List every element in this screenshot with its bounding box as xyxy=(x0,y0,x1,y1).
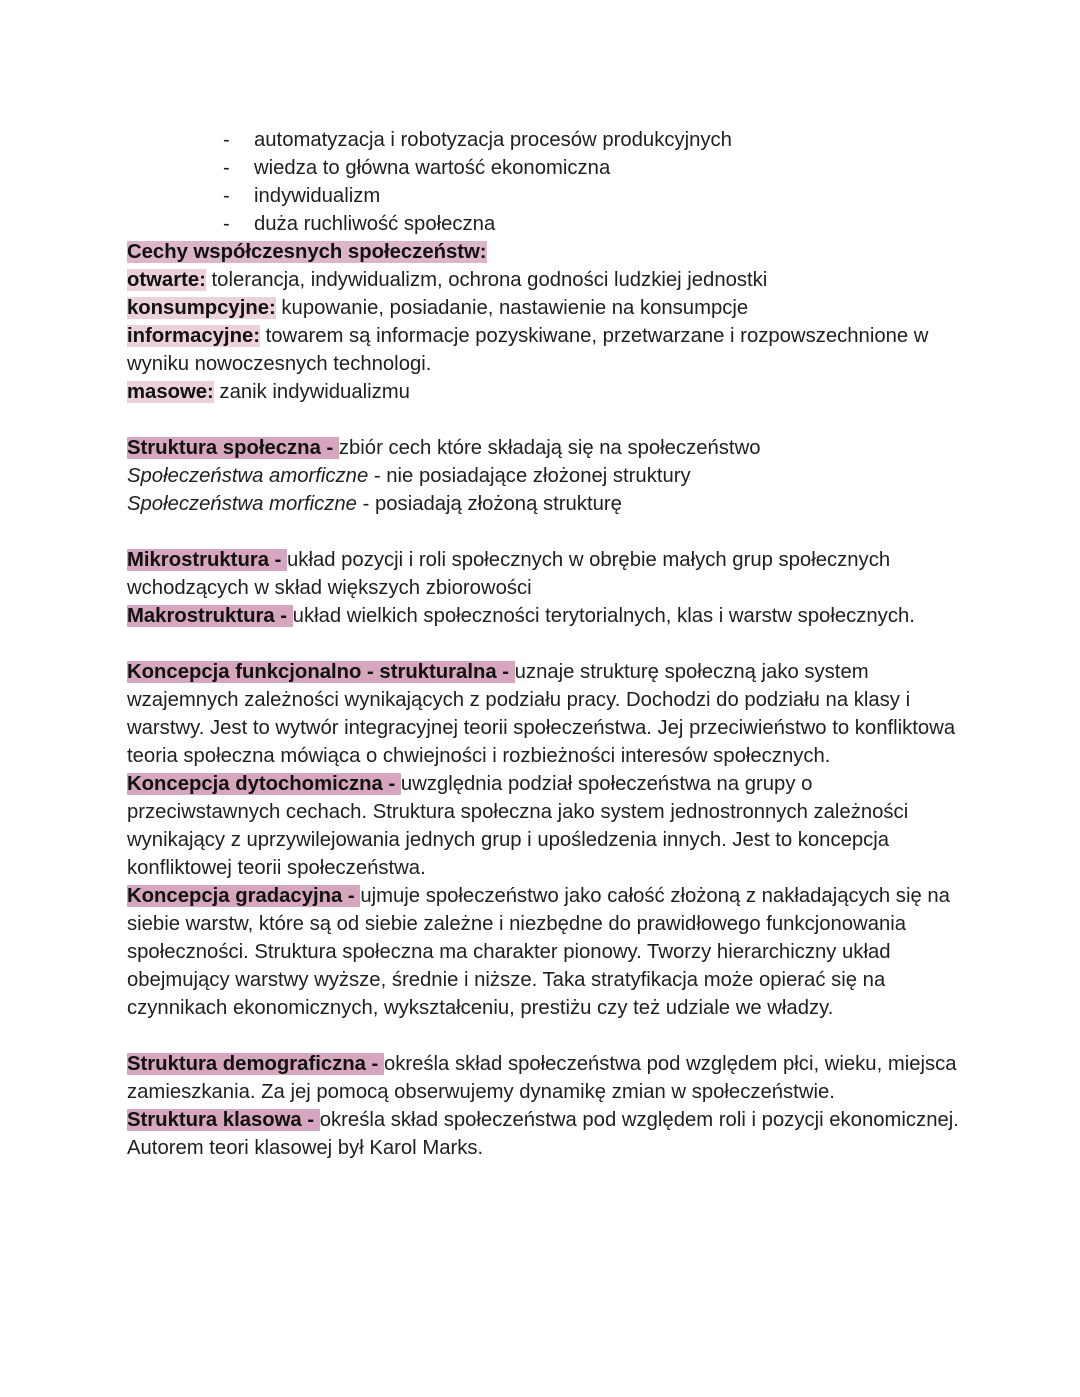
definition xyxy=(127,602,962,630)
list-item-text: wiedza to główna wartość ekonomiczna xyxy=(254,157,611,179)
definition-text: układ wielkich społeczności terytorialnych, klas i warstw społecznych. xyxy=(292,605,915,627)
term: Koncepcja funkcjonalno - strukturalna - xyxy=(127,661,515,683)
term: Koncepcja gradacyjna - xyxy=(127,885,361,907)
definition-text: kupowanie, posiadanie, nastawienie na konsumpcje xyxy=(275,297,749,319)
definition-text: zanik indywidualizmu xyxy=(213,381,410,403)
term: masowe: xyxy=(127,381,214,403)
list-item xyxy=(127,154,962,182)
definition xyxy=(127,462,962,490)
document-content xyxy=(127,126,962,1162)
list-item-text: indywidualizm xyxy=(254,185,381,207)
definition-text: zbiór cech które składają się na społeczeństwo xyxy=(338,437,761,459)
dash: - xyxy=(223,213,230,235)
term: Struktura społeczna - xyxy=(127,437,339,459)
term: Społeczeństwa amorficzne xyxy=(127,465,369,487)
definition xyxy=(127,434,962,462)
definition xyxy=(127,770,962,882)
definition xyxy=(127,378,962,406)
term: konsumpcyjne: xyxy=(127,297,276,319)
section-heading xyxy=(127,238,962,266)
definition-text: uznaje strukturę społeczną jako system wzajemnych zależności wynikających z podziału pracy. Dochodzi do podziału na klasy i warstwy. Jest to wytwór integracyjnej teorii społeczeństwa. Jej przeciwieństwo to konfliktowa teoria społeczna mówiąca o chwiejności i rozbieżności interesów społecznych. xyxy=(127,661,956,767)
term: Struktura klasowa - xyxy=(127,1109,320,1131)
term: Społeczeństwa morficzne xyxy=(127,493,357,515)
list-item xyxy=(127,182,962,210)
definition xyxy=(127,658,962,770)
definition-text: towarem są informacje pozyskiwane, przetwarzane i rozpowszechnione w wyniku nowoczesnych technologi. xyxy=(127,325,929,375)
term: Mikrostruktura - xyxy=(127,549,288,571)
definition xyxy=(127,1050,962,1106)
definition-text: tolerancja, indywidualizm, ochrona godności ludzkiej jednostki xyxy=(205,269,768,291)
term: otwarte: xyxy=(127,269,206,291)
term: Koncepcja dytochomiczna - xyxy=(127,773,401,795)
definition-text: uwzględnia podział społeczeństwa na grupy o przeciwstawnych cechach. Struktura społeczna jako system jednostronnych zależności wynikający z uprzywilejowania jednych grup i upośledzenia innych. Jest to koncepcja konfliktowej teorii społeczeństwa. xyxy=(127,773,909,879)
definition xyxy=(127,1106,962,1162)
list-item-text: automatyzacja i robotyzacja procesów produkcyjnych xyxy=(254,129,732,151)
definition-text: określa skład społeczeństwa pod względem płci, wieku, miejsca zamieszkania. Za jej pomocą obserwujemy dynamikę zmian w społeczeństwie. xyxy=(127,1053,957,1103)
definition-text: ujmuje społeczeństwo jako całość złożoną z nakładających się na siebie warstw, które są od siebie zależne i niezbędne do prawidłowego funkcjonowania społeczności. Struktura społeczna ma charakter pionowy. Tworzy hierarchiczny układ obejmujący warstwy wyższe, średnie i niższe. Taka stratyfikacja może opierać się na czynnikach ekonomicznych, wykształceniu, prestiżu czy też udziale we władzy. xyxy=(127,885,950,1019)
list-item xyxy=(127,210,962,238)
definition-text: układ pozycji i roli społecznych w obrębie małych grup społecznych wchodzących w skład większych zbiorowości xyxy=(127,549,891,599)
list-item-text: duża ruchliwość społeczna xyxy=(254,213,496,235)
definition xyxy=(127,322,962,378)
definition xyxy=(127,546,962,602)
definition xyxy=(127,882,962,1022)
definition xyxy=(127,490,962,518)
definition-text: - posiadają złożoną strukturę xyxy=(356,493,622,515)
dash: - xyxy=(223,185,230,207)
definition-text: określa skład społeczeństwa pod względem roli i pozycji ekonomicznej. Autorem teori klasowej był Karol Marks. xyxy=(127,1109,959,1159)
dash: - xyxy=(223,157,230,179)
definition-text: - nie posiadające złożonej struktury xyxy=(368,465,691,487)
bullet-list xyxy=(127,126,962,238)
definition xyxy=(127,266,962,294)
term: informacyjne: xyxy=(127,325,260,347)
heading-text: Cechy współczesnych społeczeństw: xyxy=(127,241,487,263)
dash: - xyxy=(223,129,230,151)
term: Makrostruktura - xyxy=(127,605,293,627)
definition xyxy=(127,294,962,322)
term: Struktura demograficzna - xyxy=(127,1053,384,1075)
list-item xyxy=(127,126,962,154)
